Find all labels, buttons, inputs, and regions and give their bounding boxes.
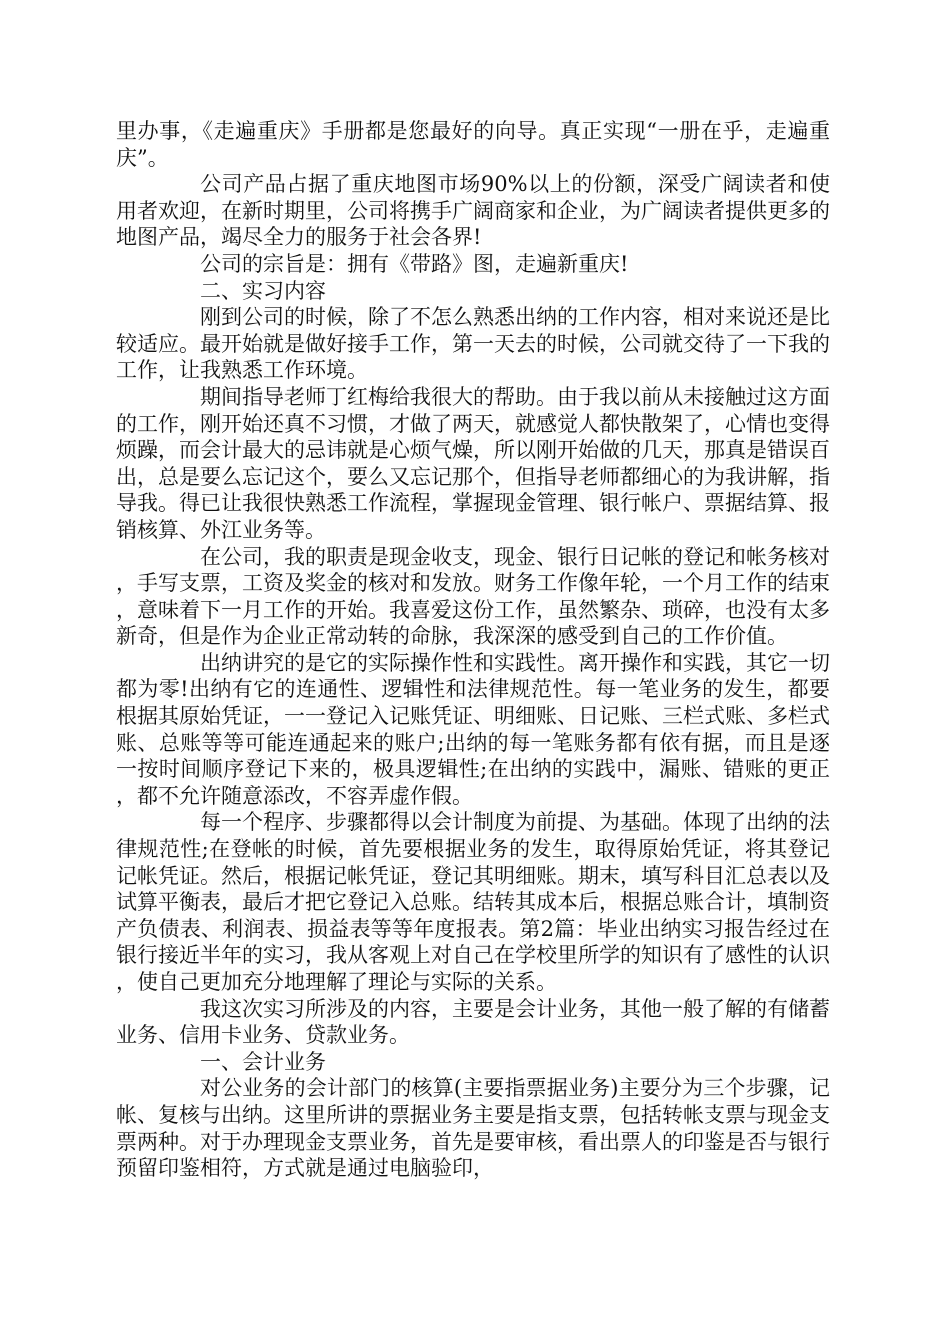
paragraph-3: 公司的宗旨是：拥有《带路》图，走遍新重庆! bbox=[200, 251, 629, 276]
paragraph-12: 对公业务的会计部门的核算(主要指票据业务)主要分为三个步骤，记帐、复核与出纳。这里所讲的票据业务主要是指支票，包括转帐支票与现金支票两种。对于办理现金支票业务，首先是要审核，看出票人的印鉴是否与银行预留印鉴相符，方式就是通过电脑验印， bbox=[116, 1076, 830, 1181]
paragraph-5: 刚到公司的时候，除了不怎么熟悉出纳的工作内容，相对来说还是比较适应。最开始就是做好接手工作，第一天去的时候，公司就交待了一下我的工作，让我熟悉工作环境。 bbox=[116, 305, 830, 383]
paragraph-8: 出纳讲究的是它的实际操作性和实践性。离开操作和实践，其它一切都为零!出纳有它的连通性、逻辑性和法律规范性。每一笔业务的发生，都要根据其原始凭证，一一登记入记账凭证、明细账、日记账、三栏式账、多栏式账、总账等等可能连通起来的账户;出纳的每一笔账务都有依有据，而且是逐一按时间顺序登记下来的，极具逻辑性;在出纳的实践中，漏账、错账的更正，都不允许随意添改，不容弄虚作假。 bbox=[116, 650, 830, 808]
document-body bbox=[116, 118, 830, 1182]
section-heading-1: 一、会计业务 bbox=[200, 1049, 326, 1074]
paragraph-6: 期间指导老师丁红梅给我很大的帮助。由于我以前从未接触过这方面的工作，刚开始还真不习惯，才做了两天，就感觉人都快散架了，心情也变得烦躁，而会计最大的忌讳就是心烦气燥，所以刚开始做的几天，那真是错误百出，总是要么忘记这个，要么又忘记那个，但指导老师都细心的为我讲解，指导我。得已让我很快熟悉工作流程，掌握现金管理、银行帐户、票据结算、报销核算、外江业务等。 bbox=[116, 384, 830, 542]
paragraph-7: 在公司，我的职责是现金收支，现金、银行日记帐的登记和帐务核对，手写支票，工资及奖金的核对和发放。财务工作像年轮，一个月工作的结束，意味着下一月工作的开始。我喜爱这份工作，虽然繁杂、琐碎，也没有太多新奇，但是作为企业正常动转的命脉，我深深的感受到自己的工作价值。 bbox=[116, 544, 830, 649]
section-heading-2: 二、实习内容 bbox=[200, 278, 326, 303]
paragraph-1: 里办事，《走遍重庆》手册都是您最好的向导。真正实现“一册在乎，走遍重庆”。 bbox=[116, 119, 830, 170]
paragraph-2: 公司产品占据了重庆地图市场90%以上的份额，深受广阔读者和使用者欢迎，在新时期里，公司将携手广阔商家和企业，为广阔读者提供更多的地图产品，竭尽全力的服务于社会各界! bbox=[116, 172, 830, 250]
paragraph-10: 我这次实习所涉及的内容，主要是会计业务，其他一般了解的有储蓄业务、信用卡业务、贷款业务。 bbox=[116, 996, 830, 1048]
paragraph-9: 每一个程序、步骤都得以会计制度为前提、为基础。体现了出纳的法律规范性;在登帐的时候，首先要根据业务的发生，取得原始凭证，将其登记记帐凭证。然后，根据记帐凭证，登记其明细账。期末，填写科目汇总表以及试算平衡表，最后才把它登记入总账。结转其成本后，根据总账合计，填制资产负债表、利润表、损益表等等年度报表。第2篇：毕业出纳实习报告经过在银行接近半年的实习，我从客观上对自己在学校里所学的知识有了感性的认识，使自己更加充分地理解了理论与实际的关系。 bbox=[116, 810, 830, 994]
